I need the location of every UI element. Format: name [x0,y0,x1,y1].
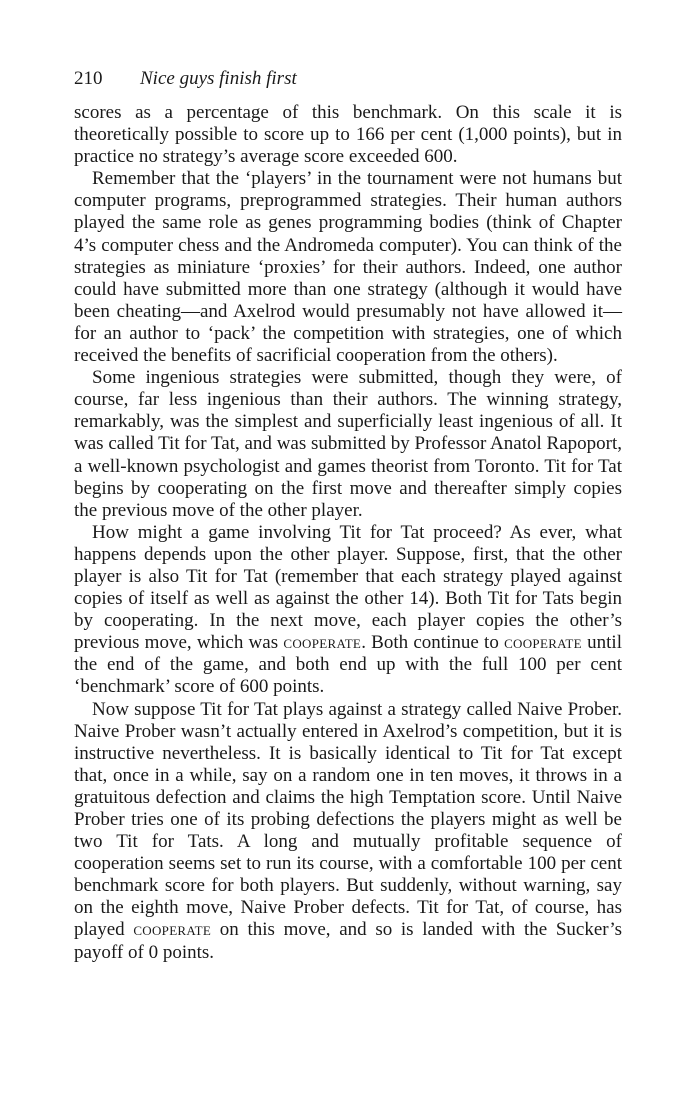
paragraph-5-text-a: Now suppose Tit for Tat plays against a strategy called Naive Prober. Naive Prober wasn’t actually entered in Axelrod’s competition, but it is instructive nevertheless. It is basically identical to Tit for Tat except that, once in a while, say on a random one in ten moves, it throws in a gratuitous defection and claims the high Temptation score. Until Naive Prober tries one of its probing defections the players might as well be two Tit for Tats. A long and mutually profitable sequence of cooperation seems set to run its course, with a comfortable 100 per cent benchmark score for both players. But suddenly, without warning, say on the eighth move, Naive Prober defects. Tit for Tat, of course, has played [74,698,622,941]
paragraph-1: scores as a percentage of this benchmark. On this scale it is theoretically possible to score up to 166 per cent (1,000 points), but in practice no strategy’s average score exceeded 600. [74,102,622,168]
body-text [74,102,622,964]
small-caps-cooperate: cooperate [133,919,212,941]
page-number: 210 [74,68,103,89]
small-caps-cooperate: cooperate [283,632,362,654]
paragraph-4-text-c: until the end of the game, and both end up with the full 100 per cent ‘benchmark’ score of 600 points. [74,632,622,698]
running-head [74,66,622,92]
paragraph-4-text-b: . Both continue to [361,632,505,654]
small-caps-cooperate: cooperate [504,632,582,654]
paragraph-3: Some ingenious strategies were submitted, though they were, of course, far less ingenious than their authors. The winning strategy, remarkably, was the simplest and superficially least ingenious of all. It was called Tit for Tat, and was submitted by Professor Anatol Rapoport, a well-known psychologist and games theorist from Toronto. Tit for Tat begins by cooperating on the first move and thereafter simply copies the previous move of the other player. [74,367,622,521]
paragraph-5-text-b: on this move, and so is landed with the Sucker’s payoff of 0 points. [74,919,622,963]
paragraph-2: Remember that the ‘players’ in the tournament were not humans but computer programs, preprogrammed strategies. Their human authors played the same role as genes programming bodies (think of Chapter 4’s computer chess and the Andromeda computer). You can think of the strategies as miniature ‘proxies’ for their authors. Indeed, one author could have submitted more than one strategy (although it would have been cheating—and Axelrod would presumably not have allowed it—for an author to ‘pack’ the competition with strategies, one of which received the benefits of sacrificial cooperation from the others). [74,168,622,367]
running-title: Nice guys finish first [140,68,297,89]
book-page [74,66,622,964]
paragraph-4-text-a: How might a game involving Tit for Tat proceed? As ever, what happens depends upon the other player. Suppose, first, that the other player is also Tit for Tat (remember that each strategy played against copies of itself as well as against the other 14). Both Tit for Tats begin by cooperating. In the next move, each player copies the other’s previous move, which was [74,521,622,654]
paragraph-5 [74,699,622,964]
paragraph-4 [74,522,622,699]
